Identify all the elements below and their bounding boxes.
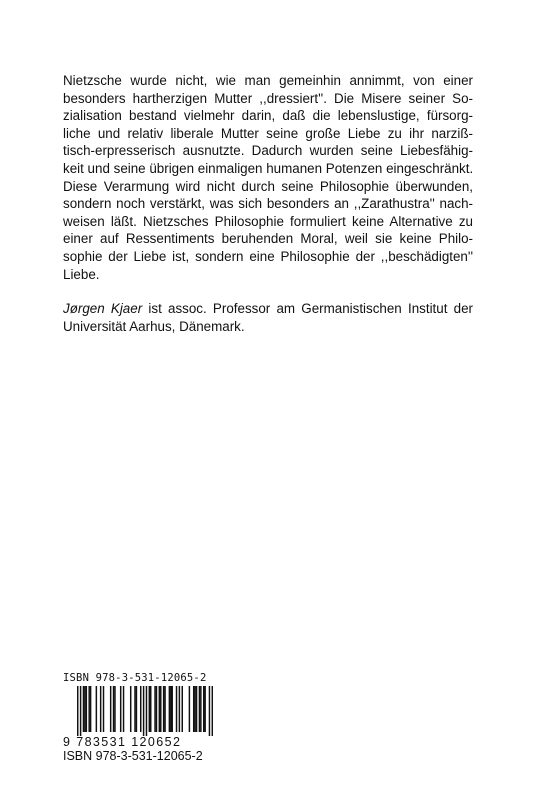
barcode-bar xyxy=(134,686,135,732)
isbn-barcode-block xyxy=(63,672,213,764)
blurb-text-block xyxy=(63,72,473,335)
barcode-bar xyxy=(193,686,194,732)
barcode-bar xyxy=(100,686,101,732)
barcode-bar xyxy=(140,686,141,732)
barcode-bar xyxy=(130,686,131,732)
barcode-bar xyxy=(120,686,121,732)
barcode-bar xyxy=(203,686,204,732)
barcode-bars xyxy=(77,686,213,736)
barcode-bar xyxy=(163,686,164,732)
barcode-bar xyxy=(160,686,161,732)
barcode-bar xyxy=(96,686,97,732)
barcode-bar xyxy=(182,686,183,732)
blurb-line: Diese Verarmung wird nicht durch seine Philosophie überwunden, xyxy=(63,178,473,194)
author-note-line: Universität Aarhus, Dänemark. xyxy=(63,318,245,334)
barcode-bar xyxy=(199,686,200,732)
barcode-bar xyxy=(171,686,172,732)
barcode-bar xyxy=(143,686,144,736)
barcode-bar xyxy=(156,686,157,732)
blurb-line: Nietzsche wurde nicht, wie man gemeinhin annimmt, von einer xyxy=(63,73,473,88)
author-note xyxy=(63,300,473,335)
blurb-line: sophie der Liebe ist, sondern eine Philosophie der ,,beschädigten'' xyxy=(63,248,473,264)
barcode-bar xyxy=(159,686,160,732)
barcode-bar xyxy=(170,686,171,732)
barcode-bar xyxy=(212,686,213,736)
blurb-line: Liebe. xyxy=(63,266,100,282)
barcode-bar xyxy=(154,686,155,732)
blurb-line: weisen läßt. Nietzsches Philosophie formuliert keine Alternative zu xyxy=(63,213,473,229)
blurb-line: liche und relativ liberale Mutter seine große Liebe zu ihr narziß- xyxy=(63,125,473,141)
barcode-bar xyxy=(204,686,205,732)
barcode-bar xyxy=(83,686,84,732)
author-affiliation-text: ist assoc. Professor am Germanistischen Institut der xyxy=(142,301,474,317)
blurb-line: zialisation bestand vielmehr darin, daß die lebenslustige, fürsorg- xyxy=(63,108,473,124)
barcode-bar xyxy=(103,686,104,732)
isbn-bottom-label: ISBN 978-3-531-12065-2 xyxy=(63,749,203,763)
barcode-bar xyxy=(209,686,210,736)
barcode-digits: 9 783531 120652 xyxy=(63,735,182,749)
blurb-line: keit und seine übrigen einmaligen humanen Potenzen eingeschränkt. xyxy=(63,160,474,176)
barcode-bar xyxy=(169,686,170,732)
blurb-line: sondern noch verstärkt, was sich besonders an ,,Zarathustra'' nach- xyxy=(63,196,473,212)
barcode-bar xyxy=(77,686,78,736)
barcode-bar xyxy=(90,686,91,732)
barcode-bar xyxy=(176,686,177,732)
author-name: Jørgen Kjaer xyxy=(63,301,143,317)
barcode-bar xyxy=(80,686,81,736)
barcode-image xyxy=(63,686,213,736)
barcode-bar xyxy=(86,686,87,732)
blurb-paragraph xyxy=(63,72,473,283)
barcode-bar xyxy=(146,686,147,736)
barcode-bar xyxy=(110,686,111,732)
barcode-bar xyxy=(179,686,180,732)
barcode-bar xyxy=(113,686,114,732)
blurb-line: einer auf Ressentiments beruhenden Moral, weil sie keine Philo- xyxy=(63,231,473,247)
barcode-bar xyxy=(196,686,197,732)
barcode-bar xyxy=(164,686,165,732)
barcode-bar xyxy=(114,686,115,732)
barcode-bar xyxy=(189,686,190,732)
barcode-bar xyxy=(150,686,151,732)
barcode-bar xyxy=(136,686,137,732)
isbn-top-label: ISBN 978-3-531-12065-2 xyxy=(63,672,207,684)
barcode-bar xyxy=(123,686,124,732)
barcode-bar xyxy=(149,686,150,732)
blurb-line: besonders hartherzigen Mutter ,,dressiert''. Die Misere seiner So- xyxy=(63,90,473,106)
barcode-bar xyxy=(84,686,85,732)
barcode-bar xyxy=(88,686,89,732)
blurb-line: tisch-erpresserisch ausnutzte. Dadurch wurden seine Liebesfähig- xyxy=(63,143,473,159)
barcode-bar xyxy=(200,686,201,732)
author-note-line xyxy=(63,300,473,318)
barcode-bar xyxy=(194,686,195,732)
